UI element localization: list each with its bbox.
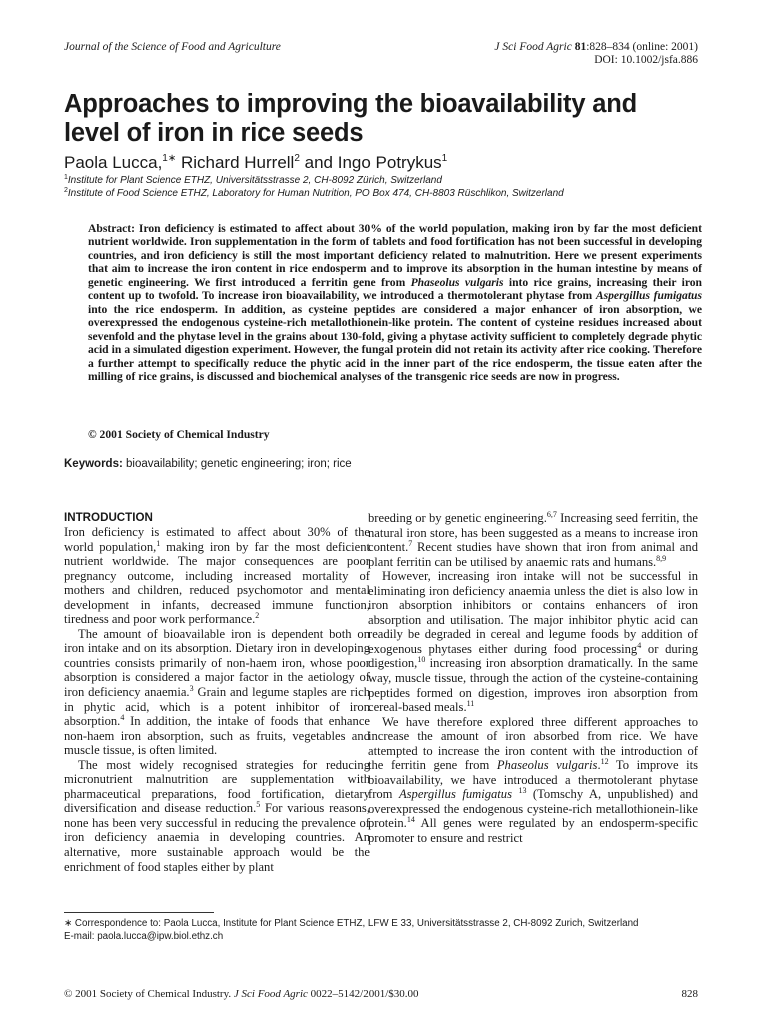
author-1: Paola Lucca, [64,153,163,172]
text: Grain and legume staples are rich in phytic acid, which is a potent inhibitor of iron absorption. [64,685,371,729]
citation-ref[interactable]: 10 [417,655,426,665]
text: breeding or by genetic engineering. [368,511,547,525]
text: All genes were regulated by an endosperm-specific promoter to ensure and restrict [368,816,698,846]
author-2: Richard Hurrell [176,153,295,172]
citation-ref[interactable]: 1 [156,538,161,548]
affiliation-number: 1 [64,174,68,181]
affiliations [64,174,564,200]
title-line-1: Approaches to improving the bioavailability and [64,90,637,118]
citation-volume: 81 [574,41,587,53]
paragraph [368,569,698,714]
abstract-text: into rice grains, increasing their iron content up to twofold. To increase iron bioavailability, we introduced a thermotolerant phytase from [88,275,702,303]
text: Iron deficiency is estimated to affect about 30% of the world population, [64,525,370,554]
affiliation [64,174,564,187]
page-number: 828 [681,988,698,1000]
text: increasing iron absorption dramatically. In the same way, muscle tissue, through the action of the cysteine-containing peptides formed on digestion, improves iron absorption from cereal-based meals. [368,656,698,715]
citation-ref[interactable]: 8,9 [656,553,667,563]
citation-ref[interactable]: 13 [518,786,527,796]
abstract-copyright: © 2001 Society of Chemical Industry [88,428,270,441]
species-name: Aspergillus fumigatus [595,289,703,303]
paragraph [64,525,370,627]
author-1-affil: 1∗ [162,153,177,164]
affiliation-text: Institute of Food Science ETHZ, Laboratory for Human Nutrition, PO Box 474, CH-8803 Rüschlikon, Switzerland [67,188,564,199]
abstract-text: into the rice endosperm. In addition, as cysteine peptides are considered a major enhancer of iron absorption, we overexpressed the endogenous cysteine-rich metallothionein-like protein. The content of cysteine residues increased about sevenfold and the phytase level in the grains about 130-fold, giving a phytase activity sufficient to completely degrade phytic acid in a simulated digestion experiment. However, the fungal protein did not retain its activity after rice cooking. Therefore a further attempt to specifically reduce the phytic acid in the inner part of the rice endosperm, the tissue eaten after the milling of rice grains, is discussed and biochemical analyses of the transgenic rice seeds are now in progress. [88,302,702,383]
footer-journal: J Sci Food Agric [233,988,308,1000]
text: For various reasons, none has been very successful in reducing the prevalence of iron deficiency anaemia in developing countries. An alternative, more sustainable approach would be the enrichment of food staples either by plant [64,801,370,874]
abstract [88,222,702,383]
left-column [64,510,370,874]
citation-ref[interactable]: 6,7 [546,510,557,519]
article-title [64,90,704,148]
paragraph: We have therefore explored three different approaches to increase the amount of iron absorbed from rice. We have attempted to increase the iron content with the introduction of the ferritin gene from Phaseolus vulgaris.$^{12}$ To improve its bioavailability, we have introduced a thermotolerant phytase from Aspergillus fumigatus $^{13}$ (Tomschy A, unpublished) and overexpressed the endogenous cysteine-rich metallothionein-like protein.$^{14}$ All genes were regulated by an endosperm-specific promoter to ensure and restrict [368,714,699,846]
text: The amount of bioavailable iron is dependent both on iron intake and on its absorption. Dietary iron in developing countries consists primarily of non-haem iron, whose poor absorption is considered a major factor in the aetiology of iron deficiency anaemia. [64,626,370,700]
affiliation [64,187,564,200]
citation-ref[interactable]: 11 [466,699,475,709]
title-line-2: level of iron in rice seeds [64,119,364,147]
citation-ref[interactable]: 12 [600,757,609,767]
paragraph [368,511,698,569]
abstract-text: Abstract: Iron deficiency is estimated to affect about 30% of the world population, making iron by far the most deficient nutrient worldwide. Iron supplementation in the form of tablets and food fortification has not been successful in developing countries, and iron deficiency is still the most important deficiency related to malnutrition. Here we present experiments that aim to increase the iron content in rice endosperm and to improve its absorption in the human intestine by means of genetic engineering. We first introduced a ferritin gene from [88,222,702,289]
page-footer [64,988,698,1000]
correspondence-line: ∗ Correspondence to: Paola Lucca, Institute for Plant Science ETHZ, LFW E 33, Universitätsstrasse 2, CH-8092 Zurich, Switzerland [64,918,639,929]
citation-journal: J Sci Food Agric [494,41,572,53]
email-line[interactable]: E-mail: paola.lucca@ipw.biol.ethz.ch [64,930,224,942]
paragraph [64,758,370,874]
keywords-label: Keywords: [64,458,123,470]
citation-ref[interactable]: 7 [408,539,413,549]
footnote-divider [64,912,214,913]
footer-copyright: © 2001 Society of Chemical Industry. [64,988,232,1000]
section-heading: INTRODUCTION [64,511,153,524]
author-2-affil: 2 [294,153,300,164]
citation-ref[interactable]: 4 [637,640,642,650]
citation-ref[interactable]: 2 [255,611,260,621]
keywords [64,458,352,470]
text: We have therefore explored three different approaches to increase the amount of iron absorbed from rice. We have attempted to increase the iron content with the introduction of the ferritin gene from [368,714,698,773]
text: making iron by far the most deficient nutrient worldwide. The major consequences are poor pregnancy outcome, including increased mortality of mothers and children, reduced psychomotor and mental development in infants, decreased immune function, tiredness and poor work performance. [64,539,370,627]
citation-ref[interactable]: 14 [406,815,415,825]
text: Recent studies have shown that iron from animal and plant ferritin can be utilised by anaemic rats and humans. [368,540,698,569]
citation-ref[interactable]: 3 [189,684,194,694]
species-name: Phaseolus vulgaris [410,275,504,289]
text: In addition, the intake of foods that enhance non-haem iron absorption, such as fruits, vegetables and muscle tissue, is often limited. [64,714,370,758]
keywords-value: bioavailability; genetic engineering; iron; rice [126,458,352,470]
correspondence-footnote [64,918,639,943]
affiliation-text: Institute for Plant Science ETHZ, Universitätsstrasse 2, CH-8092 Zürich, Switzerland [67,175,442,186]
species-name: Aspergillus fumigatus [398,787,512,802]
journal-name: Journal of the Science of Food and Agriculture [64,41,281,53]
footer-issn: 0022–5142/2001/$30.00 [310,988,419,1000]
affiliation-number: 2 [64,187,68,194]
author-3-affil: 1 [441,153,448,164]
right-column [368,511,698,846]
author-3: and Ingo Potrykus [299,153,442,172]
doi: DOI: 10.1002/jsfa.886 [594,54,698,66]
citation-pages: :828–834 (online: 2001) [586,41,698,53]
text: To improve its bioavailability, we have introduced a thermotolerant phytase from [368,758,699,802]
text: (Tomschy A, unpublished) and overexpressed the endogenous cysteine-rich metallothionein-like protein. [368,787,698,831]
text: or during digestion, [368,641,698,671]
paragraph [64,627,370,758]
text: Increasing seed ferritin, the natural iron store, has been suggested as a means to increase iron content. [368,511,698,555]
author-list [64,153,447,173]
text: However, increasing iron intake will not be successful in eliminating iron deficiency anaemia unless the diet is also low in iron absorption inhibitors or contains enhancers of iron absorption and utilisation. The major inhibitor phytic acid can readily be degraded in cereal and legume foods by addition of exogenous phytases either during food processing [368,569,698,656]
species-name: Phaseolus vulgaris [496,758,598,773]
text: The most widely recognised strategies for reducing micronutrient malnutrition are supplementation with pharmaceutical preparations, food fortification, dietary diversification and disease reduction. [64,757,370,816]
citation-ref[interactable]: 5 [256,800,261,810]
citation-ref[interactable]: 4 [120,713,125,723]
citation-block [494,41,698,67]
